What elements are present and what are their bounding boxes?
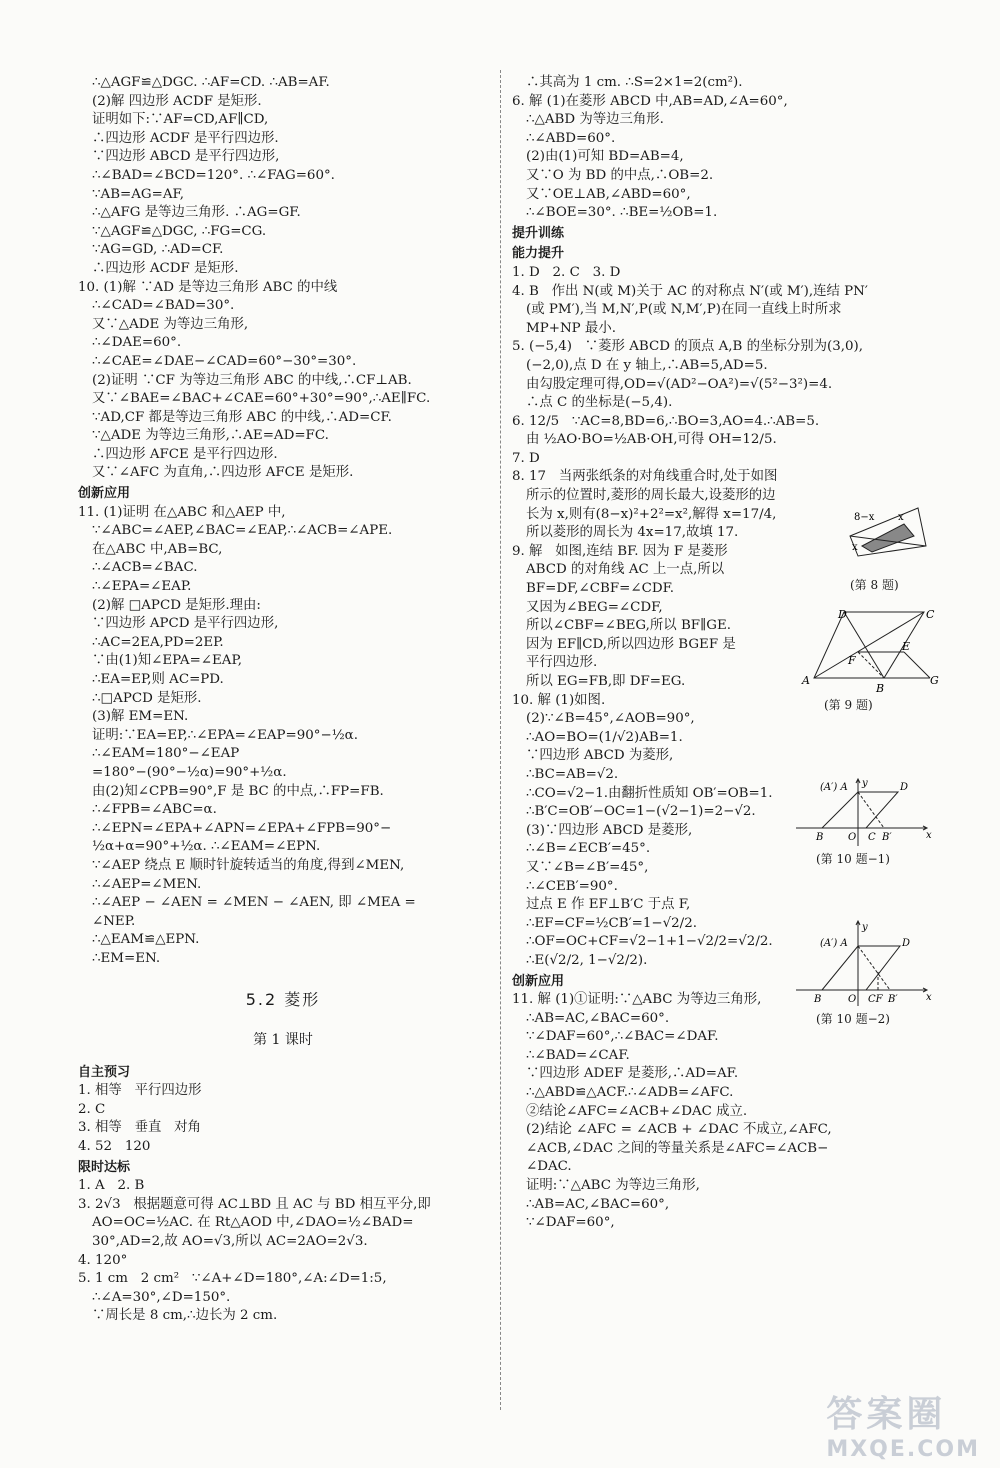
answer-line: (2)证明 ∵CF 为等边三角形 ABC 的中线,∴CF⊥AB. — [92, 372, 412, 388]
answer-line: 平行四边形. — [526, 655, 598, 671]
section-heading-ability: 能力提升 — [512, 246, 565, 262]
figure-9 — [800, 606, 940, 700]
answer-line: 30°,AD=2,故 AO=√3,所以 AC=2AO=2√3. — [92, 1234, 368, 1250]
figure-10-1-label: B′ — [882, 832, 892, 843]
answer-line: ∴∠DAE=60°. — [92, 335, 182, 351]
figure-10-1-label: D — [900, 782, 909, 793]
answer-line: 由(2)知∠CPB=90°,F 是 BC 的中点,∴FP=FB. — [92, 783, 384, 799]
answer-line: ∴∠B=∠ECB′=45°. — [526, 841, 651, 857]
figure-10-2-label: B′ — [888, 994, 898, 1005]
answer-line: ∴EM=EN. — [92, 950, 161, 966]
answer-line: 又因为∠BEG=∠CDF, — [526, 599, 663, 615]
answer-line: ∴∠CEB′=90°. — [526, 878, 618, 894]
answer-line: ∵AD,CF 都是等边三角形 ABC 的中线,∴AD=CF. — [92, 409, 392, 425]
figure-9-label: B — [876, 682, 885, 695]
figure-8-drawing — [848, 506, 928, 558]
figure-8 — [848, 506, 928, 562]
answer-line: 4. 52 120 — [78, 1139, 151, 1155]
answer-line: 11. (1)证明 在△ABC 和△AEP 中, — [78, 504, 286, 520]
answer-line: ∴∠EPA=∠EAP. — [92, 579, 192, 595]
figure-8-label: 8−x — [854, 512, 875, 523]
answer-line: 8. 17 当两张纸条的对角线重合时,处于如图 — [512, 469, 778, 485]
figure-9-label: F — [848, 654, 856, 667]
answer-line: 因为 EF∥CD,所以四边形 BGEF 是 — [526, 636, 736, 652]
answer-line: ∴∠ACB=∠BAC. — [92, 560, 198, 576]
figure-9-label: C — [926, 608, 935, 621]
answer-line: ∴∠AEP − ∠AEN = ∠MEN − ∠AEN, 即 ∠MEA = — [92, 895, 416, 911]
figure-10-2-label: (A′) A — [820, 938, 848, 949]
figure-10-1-label: O — [848, 832, 857, 843]
answer-line: 又∵O 为 BD 的中点,∴OB=2. — [526, 167, 714, 183]
section-heading-preview: 自主预习 — [78, 1064, 131, 1080]
answer-line: 4. 120° — [78, 1252, 128, 1268]
figure-9-label: G — [930, 674, 939, 687]
section-heading-improve: 提升训练 — [512, 225, 565, 241]
answer-line: 5. 1 cm 2 cm² ∵∠A+∠D=180°,∠A:∠D=1:5, — [78, 1271, 387, 1287]
answer-line: 过点 E 作 EF⊥B′C 于点 F, — [526, 897, 691, 913]
watermark-url: MXQE.COM — [826, 1437, 980, 1462]
figure-9-label: D — [838, 608, 847, 621]
figure-9-drawing — [800, 606, 940, 696]
answer-line: 长为 x,则有(8−x)²+2²=x²,解得 x=17/4, — [526, 506, 777, 522]
answer-line: 又∵∠BAE=∠BAC+∠CAE=60°+30°=90°,∴AE∥FC. — [92, 391, 431, 407]
figure-8-caption: (第 8 题) — [850, 578, 899, 592]
right-block-1 — [512, 74, 930, 223]
answer-line: 3. 相等 垂直 对角 — [78, 1120, 201, 1136]
figure-10-1-drawing — [796, 776, 936, 846]
section-heading-timed: 限时达标 — [78, 1159, 131, 1175]
answer-line: (2)解 四边形 ACDF 是矩形. — [92, 93, 262, 109]
answer-line: 所以菱形的周长为 4x=17,故填 17. — [526, 525, 739, 541]
answer-line: ∴点 C 的坐标是(−5,4). — [526, 395, 673, 411]
figure-10-2-label: O — [848, 994, 857, 1005]
answer-line: ∴E(√2/2, 1−√2/2). — [526, 952, 648, 968]
answer-line: ∴∠AEP=∠MEN. — [92, 876, 202, 892]
figure-10-2 — [796, 920, 936, 1010]
answer-line: ∵四边形 APCD 是平行四边形, — [92, 616, 279, 632]
answer-line: ∴∠CAD=∠BAD=30°. — [92, 298, 235, 314]
answer-line: (2)由(1)可知 BD=AB=4, — [526, 149, 684, 165]
answer-line: ∵∠ABC=∠AEP,∠BAC=∠EAP,∴∠ACB=∠APE. — [92, 523, 393, 539]
watermark — [826, 1386, 980, 1462]
figure-9-caption: (第 9 题) — [824, 698, 873, 712]
section-title: 5.2 菱形 — [245, 989, 321, 1009]
figure-10-1-label: x — [926, 830, 932, 841]
answer-line: 又∵△ADE 为等边三角形, — [92, 316, 249, 332]
answer-line: ABCD 的对角线 AC 上一点,所以 — [526, 562, 725, 578]
figure-9-label: E — [902, 640, 911, 653]
answer-line: ∠NEP. — [92, 913, 136, 929]
answer-line: ∴EA=EP,则 AC=PD. — [92, 672, 224, 687]
figure-10-2-label: CF — [868, 994, 883, 1005]
answer-line: 9. 解 如图,连结 BF. 因为 F 是菱形 — [512, 543, 728, 559]
answer-line: ∴△AFG 是等边三角形. ∴AG=GF. — [92, 205, 301, 221]
figure-10-1-label: C — [868, 832, 876, 843]
answer-line: ∵由(1)知∠EPA=∠EAP, — [92, 653, 243, 669]
answer-line: ∵∠DAF=60°, — [526, 1215, 615, 1231]
answer-line: 6. 解 (1)在菱形 ABCD 中,AB=AD,∠A=60°, — [512, 93, 788, 109]
answer-line: 4. B 作出 N(或 M)关于 AC 的对称点 N′(或 M′),连结 PN′ — [512, 283, 868, 299]
answer-line: ∴四边形 ACDF 是矩形. — [92, 260, 239, 276]
section-heading-innovate-left: 创新应用 — [78, 486, 131, 502]
answer-line: ∴AC=2EA,PD=2EP. — [92, 634, 224, 650]
answer-line: ∠ACB,∠DAC 之间的等量关系是∠AFC=∠ACB− — [526, 1140, 829, 1156]
answer-line: ∴∠BAD=∠BCD=120°. ∴∠FAG=60°. — [92, 167, 335, 183]
answer-line: ∵△AGF≌△DGC, ∴FG=CG. — [92, 223, 267, 239]
answer-line: ∵AG=GD, ∴AD=CF. — [92, 242, 224, 258]
answer-line: ½α+α=90°+½α. ∴∠EAM=∠EPN. — [92, 839, 321, 855]
answer-line: =180°−(90°−½α)=90°+½α. — [92, 764, 287, 780]
answer-line: 又∵∠B=∠B′=45°, — [526, 859, 649, 875]
answer-line: 又∵∠AFC 为直角,∴四边形 AFCE 是矩形. — [92, 465, 354, 481]
answer-line: 又∵OE⊥AB,∠ABD=60°, — [526, 186, 691, 202]
column-divider — [500, 70, 501, 1410]
answer-line: (2)∵∠B=45°,∠AOB=90°, — [526, 711, 695, 727]
answer-line: ∴∠EPN=∠EPA+∠APN=∠EPA+∠FPB=90°− — [92, 820, 392, 836]
preview-answers — [78, 1082, 488, 1156]
answer-line: 在△ABC 中,AB=BC, — [92, 541, 223, 557]
answer-line: ∴∠EAM=180°−∠EAP — [92, 746, 240, 762]
answer-line: 1. D 2. C 3. D — [512, 264, 621, 280]
left-block-1 — [78, 74, 488, 483]
answer-line: (或 PM′),当 M,N′,P(或 N,M′,P)在同一直线上时所求 — [526, 302, 842, 318]
answer-line: 7. D — [512, 450, 540, 466]
answer-line: ∴△AGF≌△DGC. ∴AF=CD. ∴AB=AF. — [92, 75, 330, 90]
answer-line: ∵△ADE 为等边三角形,∴AE=AD=FC. — [92, 428, 329, 444]
lesson-title: 第 1 课时 — [253, 1032, 313, 1049]
answer-line: ∴BC=AB=√2. — [526, 766, 619, 782]
answer-line: 3. 2√3 根据题意可得 AC⊥BD 且 AC 与 BD 相互平分,即 — [78, 1196, 431, 1212]
figure-10-2-drawing — [796, 920, 936, 1006]
answer-line: ∴∠FPB=∠ABC=α. — [92, 802, 217, 818]
answer-line: 5. (−5,4) ∵菱形 ABCD 的顶点 A,B 的坐标分别为(3,0), — [512, 339, 863, 355]
answer-line: BF=DF,∠CBF=∠CDF. — [526, 581, 675, 597]
answer-line: 1. A 2. B — [78, 1178, 145, 1194]
answer-line: ∴∠A=30°,∠D=150°. — [92, 1289, 231, 1305]
answer-line: 所示的位置时,菱形的周长最大,设菱形的边 — [526, 488, 776, 504]
answer-line: 证明:∵△ABC 为等边三角形, — [526, 1178, 700, 1194]
answer-line: ∴四边形 AFCE 是平行四边形. — [92, 446, 278, 462]
answer-line: 证明如下:∵AF=CD,AF∥CD, — [92, 112, 269, 128]
answer-line: ∴四边形 ACDF 是平行四边形. — [92, 130, 279, 146]
answer-line: 由勾股定理可得,OD=√(AD²−OA²)=√(5²−3²)=4. — [526, 376, 833, 392]
answer-line: ∵四边形 ABCD 为菱形, — [526, 748, 674, 764]
answer-line: ∵周长是 8 cm,∴边长为 2 cm. — [92, 1308, 278, 1324]
figure-10-1-label: (A′) A — [820, 782, 848, 793]
answer-line: ∴AB=AC,∠BAC=60°. — [526, 1010, 670, 1026]
answer-line: ②结论∠AFC=∠ACB+∠DAC 成立. — [526, 1103, 748, 1119]
answer-line: ∴OF=OC+CF=√2−1+1−√2/2=√2/2. — [526, 934, 773, 950]
answer-line: 所以∠CBF=∠BEG,所以 BF∥GE. — [526, 618, 731, 634]
answer-line: ∴EF=CF=½CB′=1−√2/2. — [526, 915, 697, 931]
figure-8-label: x — [852, 542, 858, 553]
answer-line: (2)解 □APCD 是矩形.理由: — [92, 597, 261, 613]
answer-line: ∵四边形 ABCD 是平行四边形, — [92, 149, 280, 165]
answer-line: ∵∠DAF=60°,∴∠BAC=∠DAF. — [526, 1029, 719, 1045]
figure-10-1-label: B — [816, 832, 824, 843]
answer-line: 由 ½AO·BO=½AB·OH,可得 OH=12/5. — [526, 432, 777, 448]
figure-10-2-caption: (第 10 题−2) — [816, 1012, 890, 1026]
answer-line: 2. C — [78, 1101, 106, 1117]
answer-line: ∴△ABD≌△ACF.∴∠ADB=∠AFC. — [526, 1085, 734, 1101]
figure-10-2-label: B — [814, 994, 822, 1005]
answer-line: ∠DAC. — [526, 1159, 572, 1175]
answer-line: ∴∠BOE=30°. ∴BE=½OB=1. — [526, 205, 718, 221]
answer-line: (3)∵四边形 ABCD 是菱形, — [526, 822, 693, 838]
answer-line: (3)解 EM=EN. — [92, 709, 189, 725]
answer-line: 1. 相等 平行四边形 — [78, 1083, 202, 1099]
figure-10-2-label: x — [926, 992, 932, 1003]
answer-line: ∴∠CAE=∠DAE−∠CAD=60°−30°=30°. — [92, 353, 357, 369]
answer-line: 6. 12/5 ∵AC=8,BD=6,∴BO=3,AO=4.∴AB=5. — [512, 413, 820, 429]
right-block-3 — [512, 991, 930, 1233]
answer-line: ∴B′C=OB′−OC=1−(√2−1)=2−√2. — [526, 804, 756, 820]
figure-10-2-label: D — [902, 938, 911, 949]
answer-line: ∵∠AEP 绕点 E 顺时针旋转适当的角度,得到∠MEN, — [92, 857, 405, 873]
answer-line: (−2,0),点 D 在 y 轴上,∴AB=5,AD=5. — [526, 357, 768, 373]
figure-9-label: A — [802, 674, 810, 687]
answer-line: ∴AO=BO=(1/√2)AB=1. — [526, 729, 683, 745]
answer-line: ∴□APCD 是矩形. — [92, 690, 202, 706]
answer-line: 11. 解 (1)①证明:∵△ABC 为等边三角形, — [512, 992, 762, 1008]
answer-line: ∴CO=√2−1.由翻折性质知 OB′=OB=1. — [526, 785, 773, 801]
figure-10-2-label: y — [862, 922, 868, 933]
answer-line: AO=OC=½AC. 在 Rt△AOD 中,∠DAO=½∠BAD= — [92, 1215, 414, 1231]
figure-10-1-label: y — [862, 778, 868, 789]
left-block-2 — [78, 504, 488, 969]
section-heading-innovate-right: 创新应用 — [512, 973, 565, 989]
figure-10-1 — [796, 776, 936, 850]
answer-line: 所以 EG=FB,即 DF=EG. — [526, 674, 686, 689]
answer-line: 10. 解 (1)如图. — [512, 692, 606, 708]
answer-line: MP+NP 最小. — [526, 320, 616, 336]
answer-line: 10. (1)解 ∵AD 是等边三角形 ABC 的中线 — [78, 279, 338, 295]
figure-10-1-caption: (第 10 题−1) — [816, 852, 890, 866]
answer-line: ∵四边形 ADEF 是菱形,∴AD=AF. — [526, 1066, 739, 1082]
timed-answers — [78, 1177, 488, 1326]
watermark-logo: 答案圈 — [826, 1394, 947, 1435]
left-column — [78, 74, 488, 1326]
figure-8-label: x — [898, 512, 904, 523]
answer-line: ∴AB=AC,∠BAC=60°, — [526, 1196, 670, 1212]
answer-line: 证明:∵EA=EP,∴∠EPA=∠EAP=90°−½α. — [92, 727, 358, 743]
answer-line: ∴△EAM≌△EPN. — [92, 932, 200, 948]
answer-line: ∴△ABD 为等边三角形. — [526, 112, 664, 128]
answer-line: (2)结论 ∠AFC = ∠ACB + ∠DAC 不成立,∠AFC, — [526, 1122, 832, 1138]
answer-line: ∴∠BAD=∠CAF. — [526, 1047, 630, 1063]
answer-line: ∴其高为 1 cm. ∴S=2×1=2(cm²). — [526, 75, 743, 90]
answer-line: ∵AB=AG=AF, — [92, 186, 184, 202]
answer-line: ∴∠ABD=60°. — [526, 130, 616, 146]
